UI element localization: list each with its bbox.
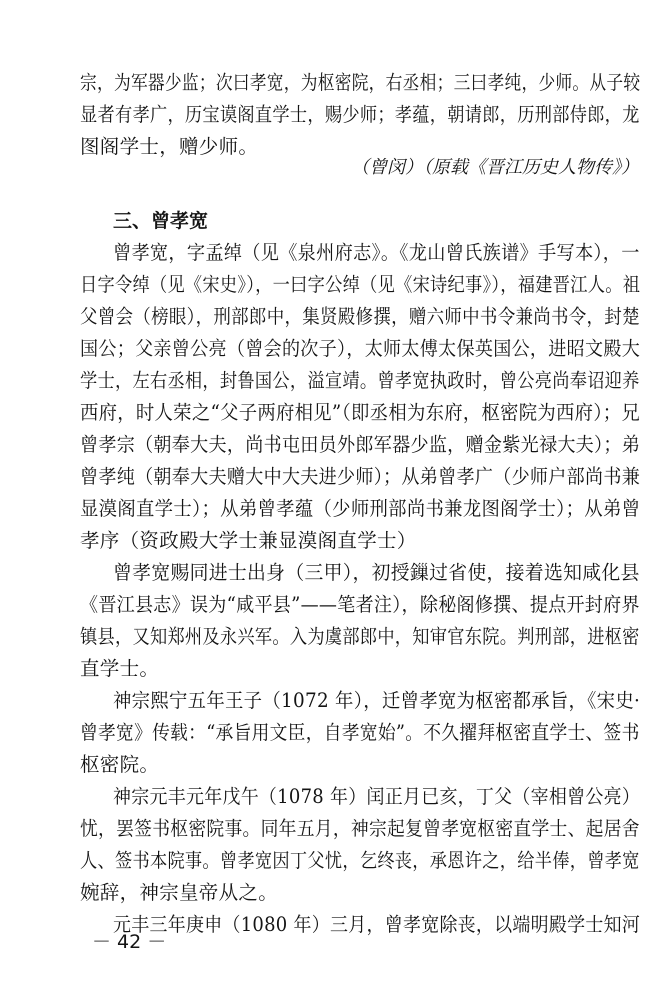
body-line-20: 人、签书本院事。曾孝宽因丁父忧，乞终丧，承恩许之，给半俸，曾孝宽 (80, 849, 640, 872)
body-line-12: 《晋江县志》误为“咸平县”——笔者注），除秘阁修撰、提点开封府界 (80, 593, 640, 616)
body-line-19: 忧，罢签书枢密院事。同年五月，神宗起复曾孝宽枢密直学士、起居舍 (80, 817, 640, 840)
body-line-7: 曾孝宗（朝奉大夫，尚书屯田员外郎军器少监，赠金紫光禄大夫）；弟 (80, 433, 641, 456)
body-line-2: 日字令绰（见《宋史》），一曰字公绰（见《宋诗纪事》），福建晋江人。祖 (80, 273, 641, 296)
body-line-9: 显漠阁直学士）；从弟曾孝蕴（少师刑部尚书兼龙图阁学士）；从弟曾 (80, 497, 641, 520)
intro-line-1: 宗，为军器少监；次曰孝宽，为枢密院，右丞相；三曰孝纯，少师。从子较 (80, 71, 641, 94)
body-line-10: 孝序（资政殿大学士兼显漠阁直学士） (80, 529, 417, 552)
body-line-6: 西府，时人荣之“父子两府相见”（即丞相为东府，枢密院为西府）；兄 (80, 401, 641, 424)
body-line-17: 枢密院。 (80, 753, 160, 776)
body-line-4: 国公；父亲曾公亮（曾会的次子），太师太傅太保英国公，进昭文殿大 (80, 337, 641, 360)
body-line-16: 曾孝宽》传载：“承旨用文臣，自孝宽始”。不久擢拜枢密直学士、签书 (80, 721, 640, 744)
body-line-11: 曾孝宽赐同进士出身（三甲），初授鏁过省使，接着选知咸化县 (113, 561, 640, 584)
body-line-1: 曾孝宽，字孟绰（见《泉州府志》。《龙山曾氏族谱》手写本），一 (113, 241, 640, 264)
intro-line-3: 图阁学士，赠少师。 (80, 135, 259, 158)
section-heading: 三、曾孝宽 (113, 210, 209, 232)
body-line-15: 神宗熙宁五年王子（1072 年），迁曾孝宽为枢密都承旨，《宋史· (113, 689, 641, 712)
body-line-22: 元丰三年庚申（1080 年）三月，曾孝宽除丧，以端明殿学士知河 (113, 913, 641, 936)
body-line-8: 曾孝纯（朝奉大夫赠大中大夫进少师）；从弟曾孝广（少师户部尚书兼 (80, 465, 641, 488)
body-line-13: 镇县，又知郑州及永兴军。入为虞部郎中，知审官东院。判刑部，进枢密 (80, 625, 640, 648)
source-citation: （曾闵）（原载《晋江历史人物传》） (351, 157, 639, 178)
body-line-5: 学士，左右丞相，封鲁国公，溢宣靖。曾孝宽执政时，曾公亮尚奉诏迎养 (80, 369, 640, 392)
body-line-14: 直学士。 (80, 657, 160, 680)
intro-line-2: 显者有孝广，历宝谟阁直学士，赐少师；孝蕴，朝请郎，历刑部侍郎，龙 (80, 103, 640, 126)
body-line-21: 婉辞，神宗皇帝从之。 (80, 881, 279, 904)
page-number: － 42 － (92, 931, 167, 953)
body-line-18: 神宗元丰元年戊午（1078 年）闰正月已亥，丁父（宰相曾公亮） (113, 785, 641, 808)
body-line-3: 父曾会（榜眼），刑部郎中，集贤殿修撰，赠六师中书令兼尚书令，封楚 (80, 305, 640, 328)
